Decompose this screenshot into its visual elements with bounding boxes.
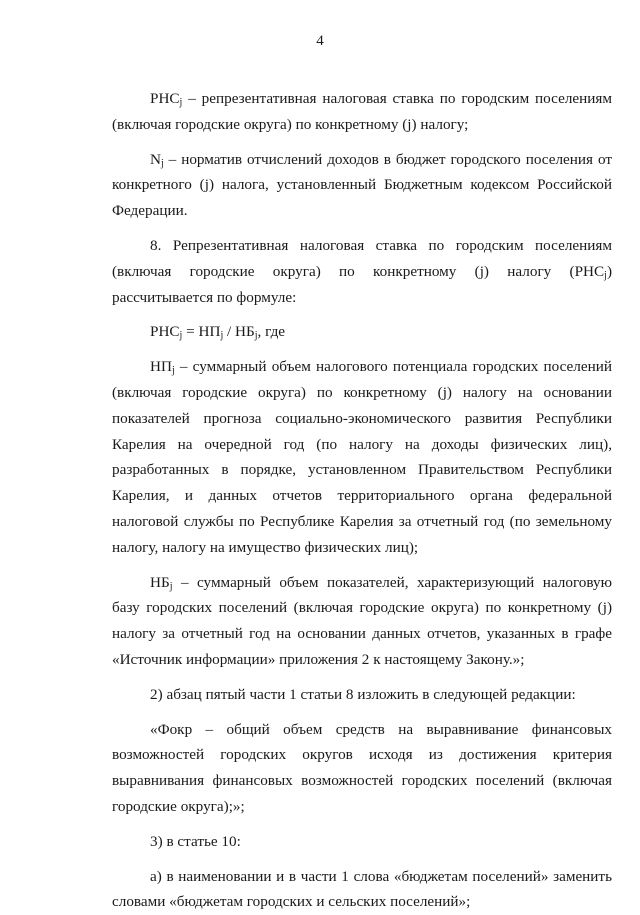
subscript-j: j — [160, 157, 164, 169]
formula-part: / НБ — [223, 323, 255, 341]
definition-nbj — [112, 570, 612, 673]
amendment-3: 3) в статье 10: — [150, 832, 241, 850]
symbol-rns: РНС — [150, 90, 180, 107]
definition-npj — [112, 354, 612, 560]
page-number: 4 — [316, 33, 324, 49]
subscript-j: j — [604, 269, 607, 281]
definition-nj — [112, 147, 612, 224]
clause-8 — [112, 233, 612, 310]
formula-part: , где — [257, 323, 286, 341]
clause-text-tail: ) рассчитывается по формуле: — [112, 262, 612, 306]
quoted-text-fokr: «Фокр – общий объем средств на выравнивание финансовых возможностей городских округов исходя из достижения критерия выравнивания финансовых возможностей городских поселений (включая городские округа);»; — [112, 720, 612, 815]
symbol-n: N — [150, 150, 161, 168]
subscript-j: j — [179, 97, 183, 108]
definition-text: – суммарный объем налогового потенциала городских поселений (включая городские округа) по конкретному (j) налогу на основании показателей прогноза социально-экономического развития Республики Карелия на очередной год (по налогу на доходы физических лиц), разработанных в порядке, установленном Правительством Республики Карелия, и данных отчетов территориального органа федеральной налоговой службы по Республике Карелия за отчетный год (по земельному налогу, налогу на имущество физических лиц); — [112, 358, 612, 556]
amendment-2: 2) абзац пятый части 1 статьи 8 изложить в следующей редакции: — [150, 685, 576, 703]
clause-text: 8. Репрезентативная налоговая ставка по городским поселениям (включая городские округа) по конкретному (j) налогу (РНС — [112, 236, 612, 280]
subscript-j: j — [169, 580, 173, 592]
amendment-3a: а) в наименовании и в части 1 слова «бюджетам поселений» заменить словами «бюджетам городских и сельских поселений»; — [112, 867, 612, 911]
formula-part: РНС — [150, 323, 180, 341]
subscript-j: j — [254, 330, 258, 342]
definition-rns — [112, 86, 612, 138]
formula-line — [112, 319, 612, 345]
subscript-j: j — [179, 330, 183, 342]
definition-text: – суммарный объем показателей, характеризующий налоговую базу городских поселений (включая городские округа) по конкретному (j) налогу за отчетный год на основании данных отчетов, указанных в графе «Источник информации» приложения 2 к настоящему Закону.»; — [112, 573, 612, 668]
symbol-np: НП — [150, 358, 172, 376]
document-body — [112, 86, 612, 915]
symbol-nb: НБ — [150, 573, 170, 591]
subscript-j: j — [220, 330, 224, 342]
definition-text: – репрезентативная налоговая ставка по городским поселениям (включая городские округа) по конкретному (j) налогу; — [112, 90, 612, 133]
subscript-j: j — [171, 365, 175, 377]
formula-part: = НП — [182, 323, 221, 341]
definition-text: – норматив отчислений доходов в бюджет городского поселения от конкретного (j) налога, установленный Бюджетным кодексом Российской Федерации. — [112, 150, 612, 220]
